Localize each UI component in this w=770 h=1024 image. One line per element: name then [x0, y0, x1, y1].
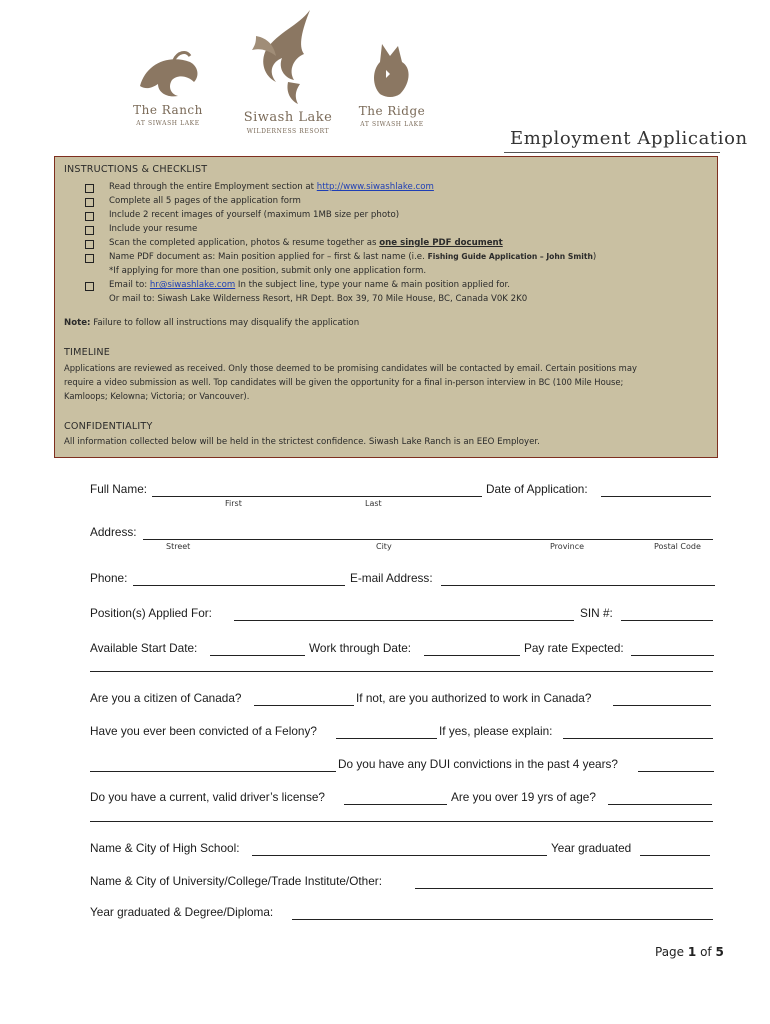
start-date-label: Available Start Date: [90, 641, 198, 655]
phone-field[interactable] [133, 585, 345, 586]
street-caption: Street [166, 542, 191, 551]
province-caption: Province [550, 542, 585, 551]
dui-label: Do you have any DUI convictions in the past 4 years? [338, 757, 618, 771]
instructions-heading: INSTRUCTIONS & CHECKLIST [64, 164, 208, 175]
checklist-item-2: Complete all 5 pages of the application form [109, 196, 301, 206]
last-name-caption: Last [365, 499, 382, 508]
pay-rate-field[interactable] [631, 655, 714, 656]
ridge-logo-sub: AT SIWASH LAKE [360, 121, 424, 128]
email-field[interactable] [441, 585, 715, 586]
authorized-label: If not, are you authorized to work in Canada? [356, 691, 592, 705]
phone-label: Phone: [90, 571, 128, 585]
felony-label: Have you ever been convicted of a Felony? [90, 724, 317, 738]
note-text: Note: Failure to follow all instructions may disqualify the application [64, 318, 360, 328]
title-divider [504, 152, 720, 153]
ranch-logo [128, 46, 208, 131]
checkbox-5[interactable] [85, 240, 94, 249]
postal-code-caption: Postal Code [654, 542, 701, 551]
positions-label: Position(s) Applied For: [90, 606, 212, 620]
date-of-application-label: Date of Application: [486, 482, 588, 496]
horse-icon [128, 46, 208, 101]
checklist-item-5: Scan the completed application, photos & resume together as one single PDF document [109, 238, 503, 248]
timeline-line-2: require a video submission as well. Top candidates will be given the opportunity for a final in-person interview in BC (100 Mile House; [64, 377, 624, 387]
wolf-icon [352, 40, 432, 102]
citizen-field[interactable] [254, 705, 354, 706]
page-number: Page 1 of 5 [655, 945, 724, 959]
work-through-field[interactable] [424, 655, 520, 656]
degree-label: Year graduated & Degree/Diploma: [90, 905, 274, 919]
over19-label: Are you over 19 yrs of age? [451, 790, 596, 804]
address-field[interactable] [143, 539, 713, 540]
first-name-caption: First [225, 499, 242, 508]
positions-field[interactable] [234, 620, 574, 621]
ranch-logo-sub: AT SIWASH LAKE [136, 120, 200, 127]
felony-field[interactable] [336, 738, 437, 739]
checklist-item-6-note: *If applying for more than one position, submit only one application form. [109, 266, 427, 276]
instructions-box [54, 156, 718, 458]
dui-field[interactable] [638, 771, 714, 772]
checkbox-4[interactable] [85, 226, 94, 235]
explain-continued-field[interactable] [90, 771, 336, 772]
email-link[interactable]: hr@siwashlake.com [149, 280, 236, 290]
ranch-logo-name: The Ranch [133, 103, 203, 117]
year-graduated-field[interactable] [640, 855, 710, 856]
high-school-label: Name & City of High School: [90, 841, 240, 855]
phoenix-icon [238, 6, 338, 106]
checkbox-2[interactable] [85, 198, 94, 207]
pay-rate-extra-line[interactable] [90, 671, 713, 672]
website-link[interactable]: http://www.siwashlake.com [316, 182, 434, 192]
over19-field[interactable] [608, 804, 712, 805]
checklist-item-3: Include 2 recent images of yourself (maximum 1MB size per photo) [109, 210, 400, 220]
checkbox-7[interactable] [85, 282, 94, 291]
citizen-label: Are you a citizen of Canada? [90, 691, 242, 705]
sin-field[interactable] [621, 620, 713, 621]
date-of-application-field[interactable] [601, 496, 711, 497]
timeline-heading: TIMELINE [64, 347, 111, 358]
checklist-item-1: Read through the entire Employment section at http://www.siwashlake.com [109, 182, 434, 192]
address-label: Address: [90, 525, 137, 539]
ridge-logo-name: The Ridge [358, 104, 426, 118]
license-field[interactable] [344, 804, 447, 805]
start-date-field[interactable] [210, 655, 305, 656]
degree-field[interactable] [292, 919, 713, 920]
ridge-logo [352, 40, 432, 132]
mail-address: Or mail to: Siwash Lake Wilderness Resort, HR Dept. Box 39, 70 Mile House, BC, Canada V0K 2K0 [109, 294, 528, 304]
email-label: E-mail Address: [350, 571, 433, 585]
confidentiality-text: All information collected below will be held in the strictest confidence. Siwash Lake Ranch is an EEO Employer. [64, 437, 540, 447]
city-caption: City [376, 542, 392, 551]
siwash-logo-sub: WILDERNESS RESORT [246, 128, 330, 135]
sin-label: SIN #: [580, 606, 613, 620]
siwash-logo-name: Siwash Lake [243, 110, 333, 125]
full-name-field[interactable] [152, 496, 482, 497]
explain-field[interactable] [563, 738, 713, 739]
checkbox-1[interactable] [85, 184, 94, 193]
confidentiality-heading: CONFIDENTIALITY [64, 421, 153, 432]
checkbox-6[interactable] [85, 254, 94, 263]
checklist-item-4: Include your resume [109, 224, 198, 234]
checkbox-3[interactable] [85, 212, 94, 221]
authorized-field[interactable] [613, 705, 711, 706]
high-school-field[interactable] [252, 855, 547, 856]
university-label: Name & City of University/College/Trade Institute/Other: [90, 874, 382, 888]
checklist-item-7: Email to: hr@siwashlake.com In the subject line, type your name & main position applied for. [109, 280, 511, 290]
siwash-lake-logo [238, 6, 338, 138]
work-through-label: Work through Date: [309, 641, 412, 655]
license-extra-line[interactable] [90, 821, 713, 822]
license-label: Do you have a current, valid driver’s license? [90, 790, 325, 804]
timeline-line-3: Kamloops; Kelowna; Victoria; or Vancouver). [64, 391, 250, 401]
pay-rate-label: Pay rate Expected: [524, 641, 624, 655]
explain-label: If yes, please explain: [439, 724, 553, 738]
university-field[interactable] [415, 888, 713, 889]
full-name-label: Full Name: [90, 482, 148, 496]
year-graduated-label: Year graduated [551, 841, 632, 855]
checklist-item-6: Name PDF document as: Main position applied for – first & last name (i.e. Fishing Guide Application – John Smith) [109, 252, 597, 262]
page-title: Employment Application [510, 128, 748, 149]
timeline-line-1: Applications are reviewed as received. Only those deemed to be promising candidates will be contacted by email. Certain positions may [64, 363, 637, 373]
